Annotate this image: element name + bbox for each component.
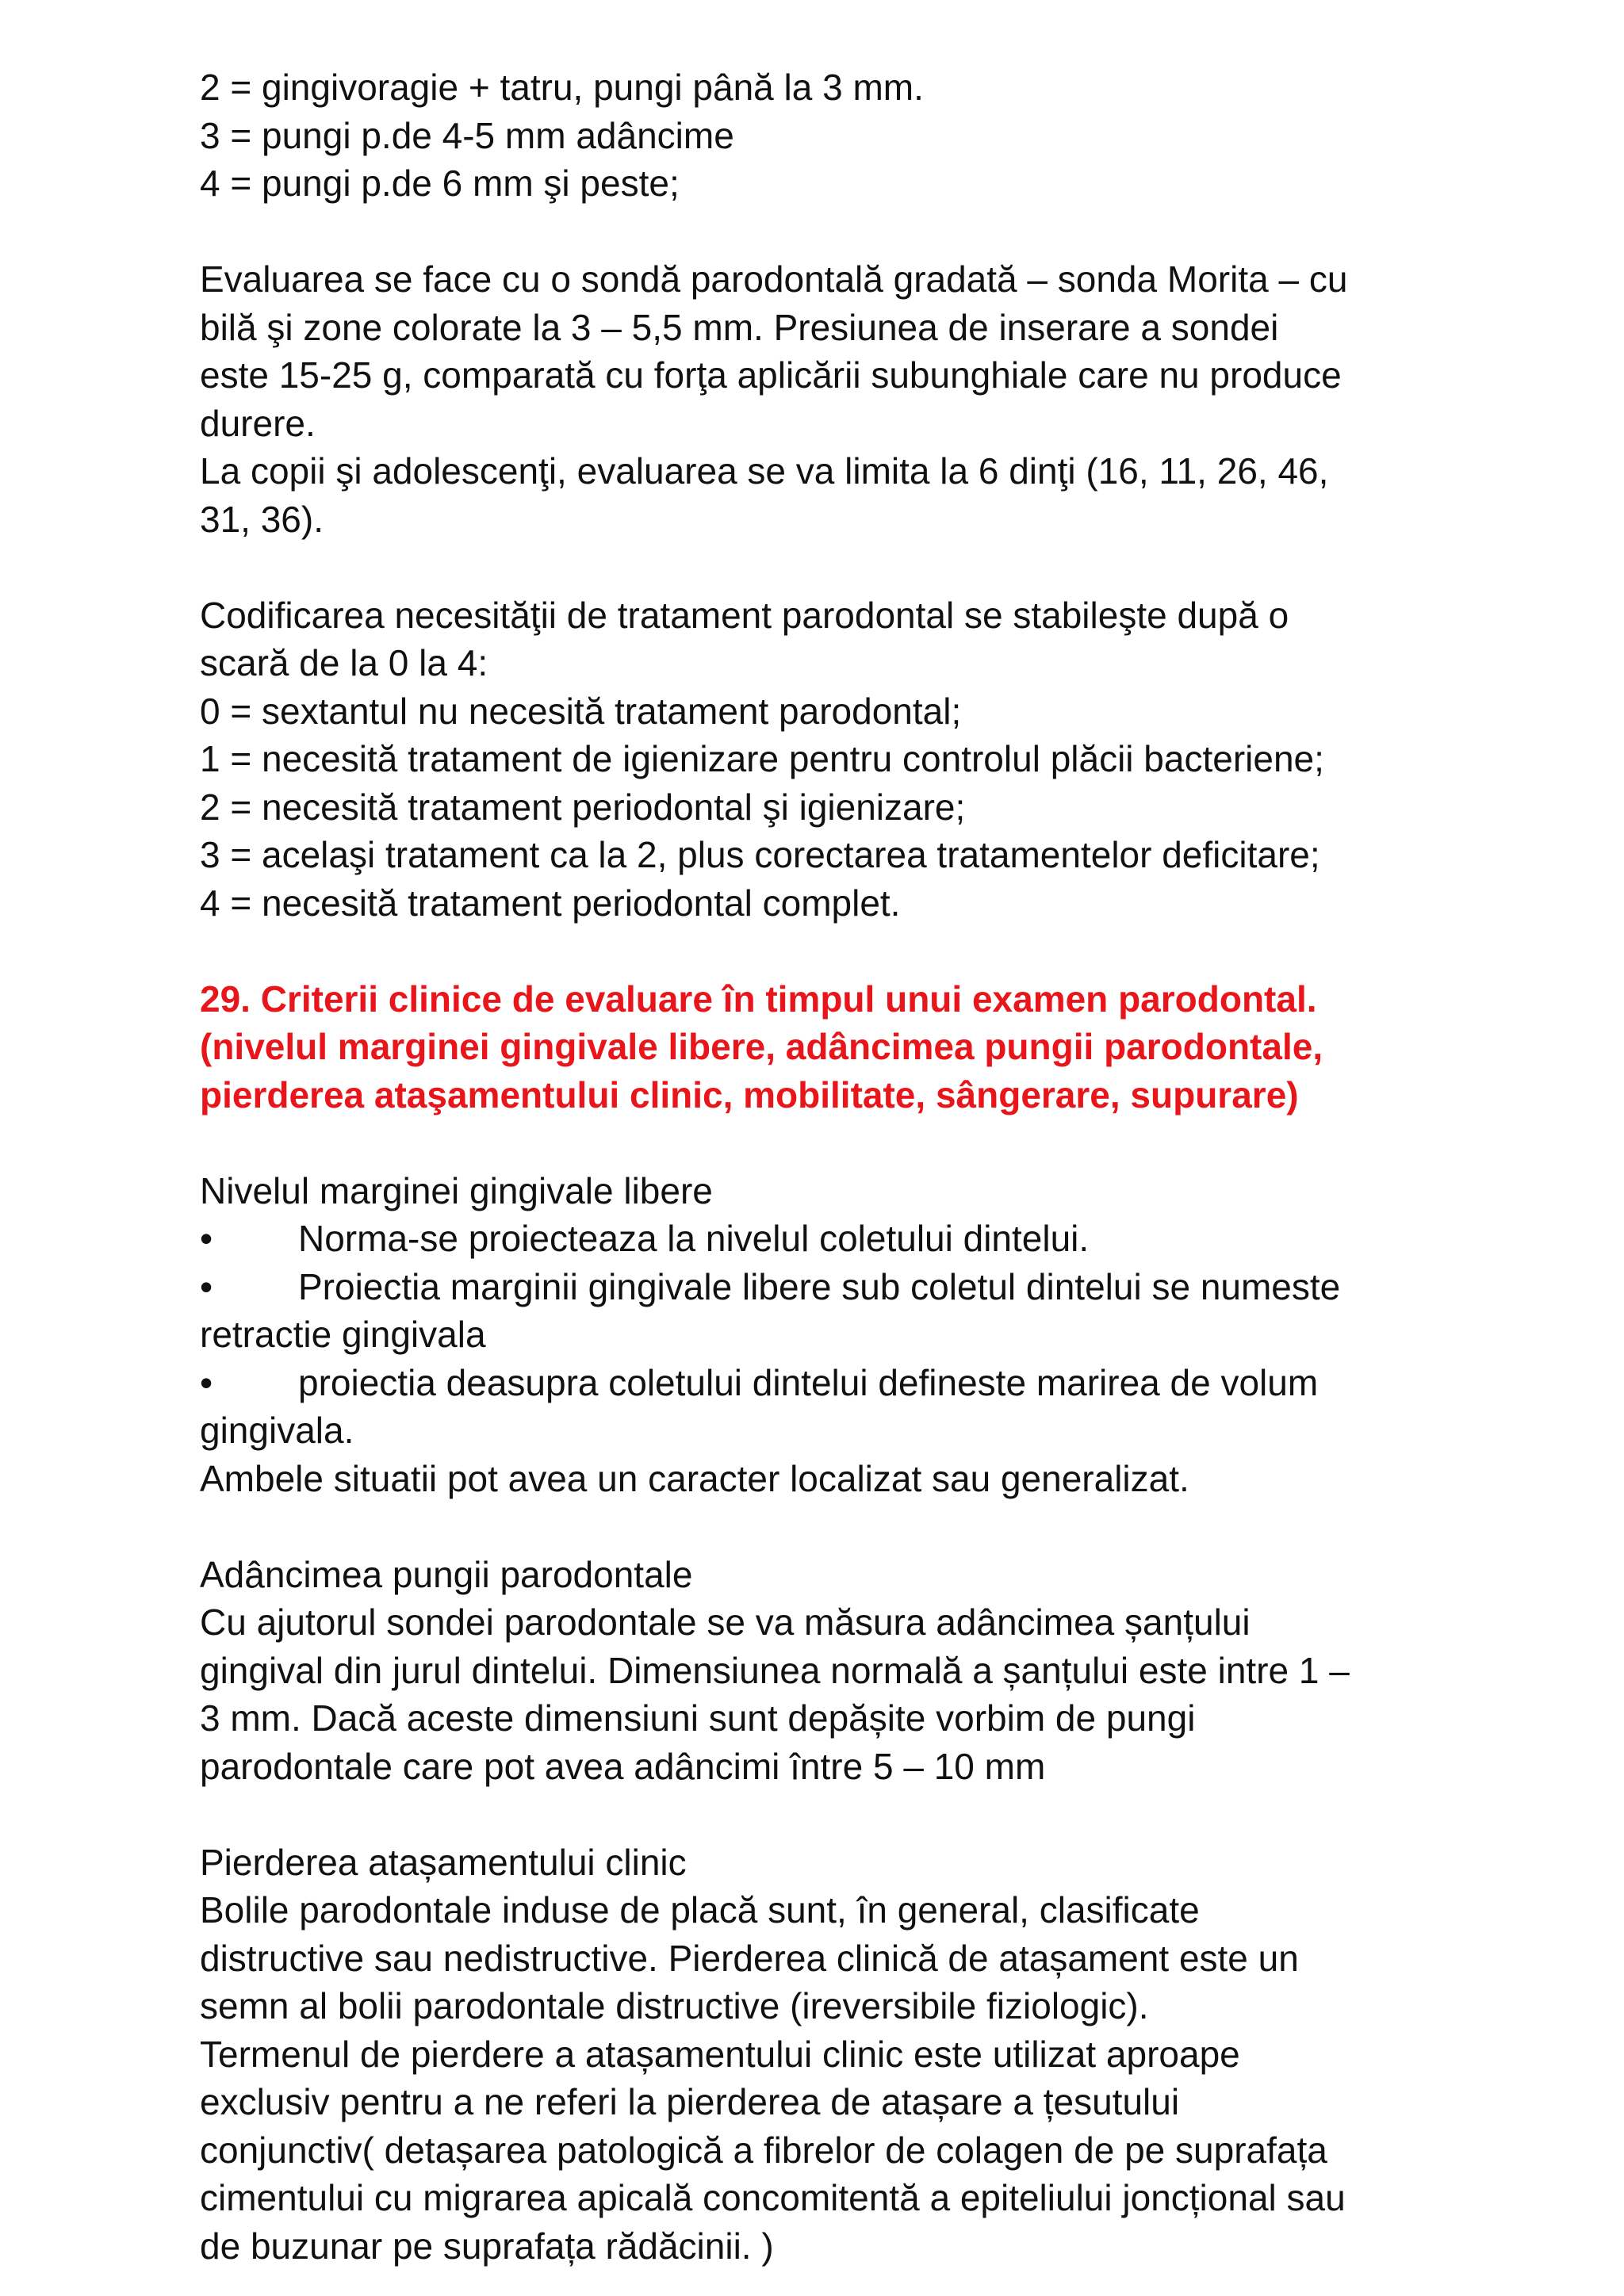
section-closing-text: Ambele situatii pot avea un caracter localizat sau generalizat. — [200, 1457, 1189, 1499]
text-line: Cu ajutorul sondei parodontale se va măsura adâncimea șanțului — [200, 1601, 1251, 1643]
question-heading — [200, 975, 1437, 1119]
text-line: gingival din jurul dintelui. Dimensiunea normală a șanțului este intre 1 – — [200, 1649, 1350, 1691]
section-gingival-margin — [200, 1167, 1437, 1503]
document-page — [200, 63, 1437, 2270]
text-line: 3 mm. Dacă aceste dimensiuni sunt depășite vorbim de pungi — [200, 1697, 1196, 1739]
paragraph-gap — [200, 927, 1437, 975]
bullet-symbol: • — [200, 1218, 213, 1259]
text-line: Termenul de pierdere a atașamentului clinic este utilizat aproape — [200, 2033, 1240, 2075]
bullet-text: Norma-se proiecteaza la nivelul coletului dintelui. — [298, 1218, 1090, 1259]
paragraph-gap — [200, 1502, 1437, 1551]
heading-line: 29. Criterii clinice de evaluare în timpul unui examen parodontal. — [200, 978, 1317, 1020]
heading-line: (nivelul marginei gingivale libere, adâncimea pungii parodontale, — [200, 1026, 1323, 1067]
text-line: durere. — [200, 402, 316, 444]
evaluation-paragraph — [200, 255, 1437, 543]
coding-item: 4 = necesită tratament periodontal complet. — [200, 882, 901, 924]
treatment-need-coding — [200, 591, 1437, 928]
bullet-item — [200, 1263, 1437, 1311]
bullet-continuation: retractie gingivala — [200, 1314, 486, 1355]
text-line: bilă şi zone colorate la 3 – 5,5 mm. Presiunea de inserare a sondei — [200, 306, 1279, 348]
section-title: Pierderea atașamentului clinic — [200, 1841, 687, 1883]
text-line: cimentului cu migrarea apicală concomitentă a epiteliului joncțional sau — [200, 2177, 1346, 2218]
text-line: La copii şi adolescenţi, evaluarea se va limita la 6 dinţi (16, 11, 26, 46, — [200, 450, 1329, 492]
section-pocket-depth — [200, 1551, 1437, 1791]
text-line: exclusiv pentru a ne referi la pierderea de atașare a țesutului — [200, 2081, 1180, 2122]
coding-item: 3 = acelaşi tratament ca la 2, plus corectarea tratamentelor deficitare; — [200, 834, 1320, 875]
text-line: Bolile parodontale induse de placă sunt, în general, clasificate — [200, 1889, 1200, 1931]
paragraph-gap — [200, 1790, 1437, 1839]
coding-item: 2 = necesită tratament periodontal şi igienizare; — [200, 786, 966, 828]
section-attachment-loss — [200, 1839, 1437, 2271]
scale-line: 2 = gingivoragie + tatru, pungi până la 3 mm. — [200, 67, 924, 108]
text-line: este 15-25 g, comparată cu forţa aplicării subunghiale care nu produce — [200, 354, 1342, 396]
scale-line: 4 = pungi p.de 6 mm şi peste; — [200, 163, 680, 204]
text-line: 31, 36). — [200, 498, 324, 540]
text-line: conjunctiv( detașarea patologică a fibrelor de colagen de pe suprafața — [200, 2129, 1327, 2171]
bullet-symbol: • — [200, 1265, 213, 1307]
text-line: parodontale care pot avea adâncimi între 5 – 10 mm — [200, 1745, 1046, 1787]
bullet-symbol: • — [200, 1361, 213, 1403]
bullet-item — [200, 1215, 1437, 1263]
bullet-continuation: gingivala. — [200, 1410, 354, 1451]
text-line: scară de la 0 la 4: — [200, 642, 488, 683]
paragraph-gap — [200, 1119, 1437, 1167]
periodontal-scale-continued — [200, 63, 1437, 208]
bullet-text: Proiectia marginii gingivale libere sub coletul dintelui se numeste — [298, 1265, 1341, 1307]
bullet-text: proiectia deasupra coletului dintelui defineste marirea de volum — [298, 1361, 1319, 1403]
bullet-item — [200, 1359, 1437, 1407]
scale-line: 3 = pungi p.de 4-5 mm adâncime — [200, 114, 734, 156]
coding-item: 0 = sextantul nu necesită tratament parodontal; — [200, 690, 962, 732]
text-line: semn al bolii parodontale distructive (ireversibile fiziologic). — [200, 1985, 1149, 2026]
paragraph-gap — [200, 208, 1437, 256]
text-line: de buzunar pe suprafața rădăcinii. ) — [200, 2225, 774, 2267]
text-line: Evaluarea se face cu o sondă parodontală gradată – sonda Morita – cu — [200, 258, 1348, 300]
section-title: Adâncimea pungii parodontale — [200, 1553, 693, 1595]
coding-item: 1 = necesită tratament de igienizare pentru controlul plăcii bacteriene; — [200, 738, 1324, 779]
paragraph-gap — [200, 543, 1437, 591]
heading-line: pierderea ataşamentului clinic, mobilitate, sângerare, supurare) — [200, 1073, 1299, 1115]
text-line: distructive sau nedistructive. Pierderea clinică de atașament este un — [200, 1937, 1299, 1979]
text-line: Codificarea necesităţii de tratament parodontal se stabileşte după o — [200, 594, 1289, 636]
section-title: Nivelul marginei gingivale libere — [200, 1169, 713, 1211]
